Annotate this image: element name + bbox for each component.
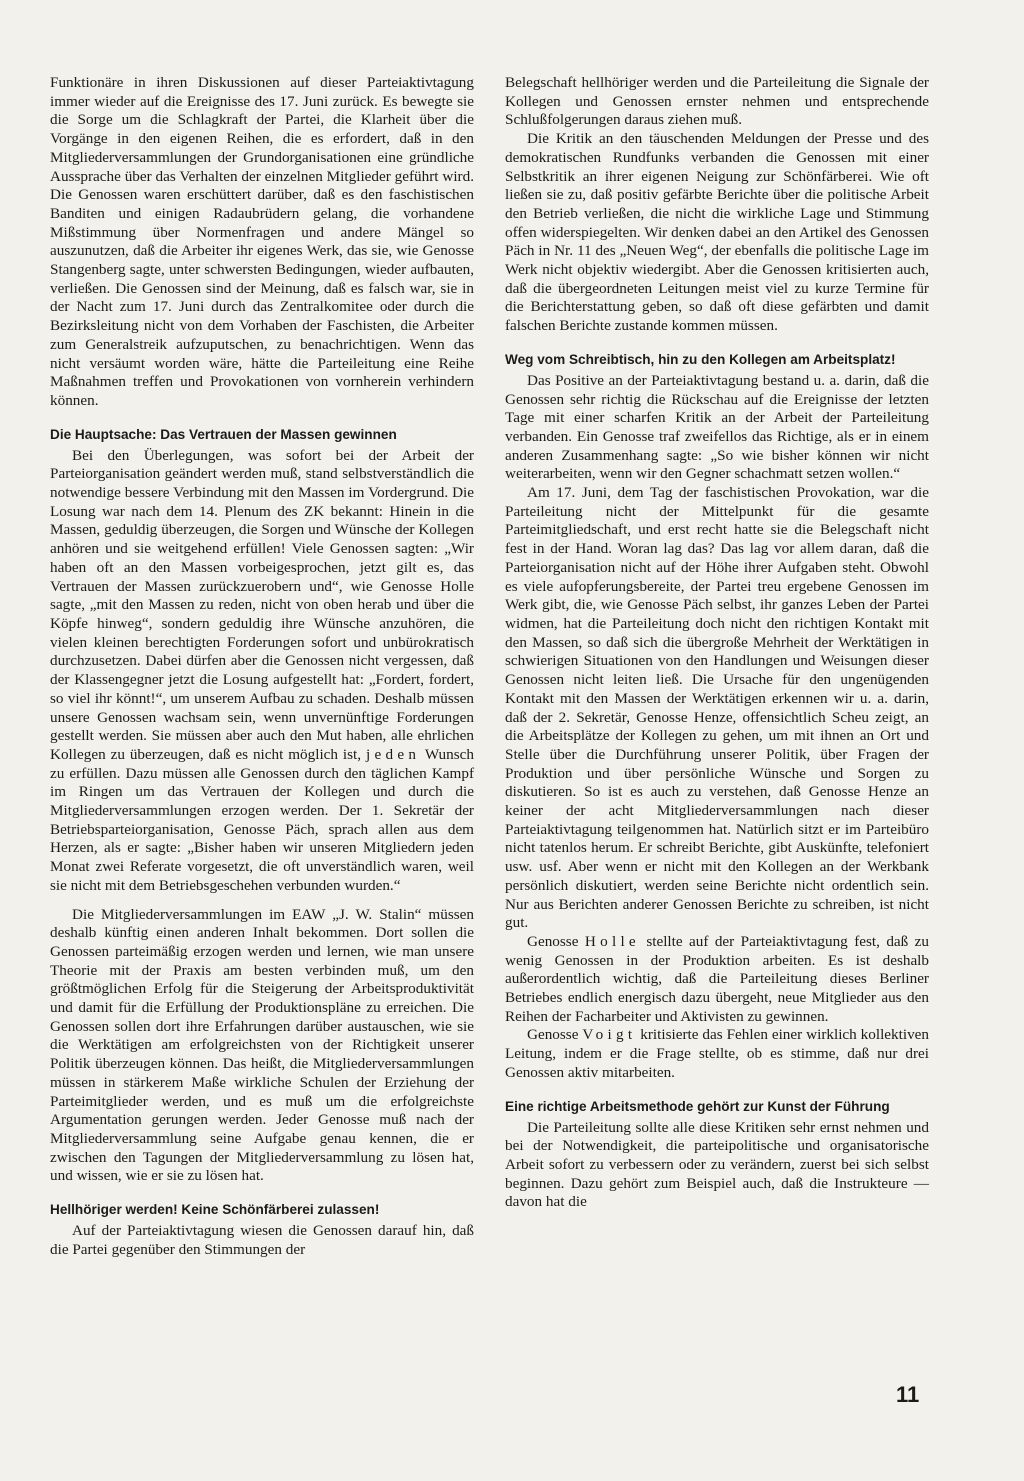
paragraph: Belegschaft hellhöriger werden und die Parteileitung die Signale der Kollegen und Genossen ernster nehmen und entsprechende Schlußfolgerungen daraus ziehen muß. xyxy=(505,74,929,129)
paragraph: Das Positive an der Parteiaktivtagung bestand u. a. darin, daß die Genossen sehr richtig die Rückschau auf die Ereignisse der letzten Tage mit einer scharfen Kritik an der Arbeit der Parteileitung verbanden. Ein Genosse traf zweifellos das Richtige, als er in einem anderen Zusammenhang sagte: „So wie bisher können wir nicht weiterarbeiten, wenn wir den Gegner schachmatt setzen wollen.“ xyxy=(505,371,929,483)
paragraph: Die Kritik an den täuschenden Meldungen der Presse und des demokratischen Rundfunks verbanden die Genossen mit einer Selbstkritik an ihrer eigenen Neigung zur Schönfärberei. Wie oft ließen sie zu, daß positiv gefärbte Berichte über die politische Arbeit den Betrieb verließen, die nicht die wirkliche Lage und Stimmung offen widerspiegelten. Wir denken dabei an den Artikel des Genossen Päch in Nr. 11 des „Neuen Weg“, der ebenfalls die politische Lage im Werk nicht objektiv wiedergibt. Aber die Genossen kritisierten auch, daß die übergeordneten Leitungen meist viel zu kurze Termine für die Berichterstattung geben, so daß oft diese gefärbten und damit falschen Berichte zustande kommen müssen. xyxy=(505,130,929,335)
text-run: kritisierte das Fehlen einer wirklich kollektiven Leitung, indem er die Frage stellte, ob es stimme, daß nur drei Genossen aktiv mitarbeiten. xyxy=(505,1026,930,1081)
text-run: Wunsch zu erfüllen. Dazu müssen alle Genossen durch den täglichen Kampf im Ringen um das Vertrauen der Kollegen und durch die Mitgliederversammlungen erzogen werden. Der 1. Sekretär der Betriebsparteiorganisation, Genosse Päch, sprach allen aus dem Herzen, als er sagte: „Bisher haben wir unseren Mitgliedern jeden Monat zwei Referate vorgesetzt, die oft unverständlich waren, weil sie nicht mit dem Betriebsgeschehen verbunden wurden.“ xyxy=(50,745,474,894)
paragraph xyxy=(50,447,474,896)
text-run: stellte auf der Parteiaktivtagung fest, daß zu wenig Genossen in der Produktion arbeiten. Es ist deshalb außerordentlich wichtig, daß die Parteileitung dieses Berliner Betriebes endlich energisch dazu übergeht, neue Mitglieder aus den Reihen der Facharbeiter und Aktivisten zu gewinnen. xyxy=(505,932,930,1025)
section-heading: Hellhöriger werden! Keine Schönfärberei zulassen! xyxy=(50,1202,380,1218)
paragraph: Die Parteileitung sollte alle diese Kritiken sehr ernst nehmen und bei der Notwendigkeit, die parteipolitische und organisatorische Arbeit sofort zu verbessern oder zu verändern, zuerst bei sich selbst beginnen. Dazu gehört zum Beispiel auch, daß die Instrukteure — davon hat die xyxy=(505,1118,929,1211)
paragraph: Am 17. Juni, dem Tag der faschistischen Provokation, war die Parteileitung nicht der Mittelpunkt für die gesamte Parteimitgliedschaft, und erst recht hatte sie die Belegschaft nicht fest in der Hand. Woran lag das? Das lag vor allem daran, daß die Parteiorganisation nicht auf der Höhe ihrer Aufgaben steht. Obwohl es viele aufopferungsbereite, der Partei treu ergebene Genossen im Werk gibt, die, wie Genosse Päch selbst, ihr ganzes Leben der Partei widmen, hat die Parteileitung doch nicht den richtigen Kontakt mit den Massen, so daß sich die übergroße Mehrheit der Werktätigen in schwierigen Situationen von den Handlungen und Weisungen dieser Genossen nicht leiten ließ. Die Ursache für den ungenügenden Kontakt mit den Massen der Werktätigen erkennen wir u. a. darin, daß der 2. Sekretär, Genosse Henze, offensichtlich Scheu zeigt, an die Arbeitsplätze der Kollegen zu gehen, um mit ihnen an Ort und Stelle über die Durchführung unserer Politik, über Fragen der Produktion und über persönliche Wünsche und Sorgen zu diskutieren. So ist es auch zu verstehen, daß Genosse Henze an keiner der acht Mitgliederversammlungen nach dieser Parteiaktivtagung teilgenommen hat. Natürlich sitzt er im Parteibüro nicht tatenlos herum. Er schreibt Berichte, gibt Auskünfte, telefoniert usw. usf. Aber wenn er nicht mit den Kollegen an der Werkbank persönlich diskutiert, werden seine Berichte nicht ordentlich sein. Nur aus Berichten anderer Genossen Berichte zu schreiben, ist nicht gut. xyxy=(505,484,929,932)
text-run: Bei den Überlegungen, was sofort bei der Arbeit der Parteiorganisation geändert werden muß, stand selbstverständlich die notwendige bessere Verbindung mit den Massen im Vordergrund. Die Losung war nach dem 14. Plenum des ZK bekannt: Hinein in die Massen, geduldig überzeugen, die Sorgen und Wünsche der Kollegen anhören und sie weitgehend erfüllen! Viele Genossen sagten: „Wir haben oft an den Massen vorbeigesprochen, jetzt gilt es, das Vertrauen der Massen zurückzuerobern und“, wie Genosse Holle sagte, „mit den Massen zu reden, nicht von oben herab und über die Köpfe hinweg“, sondern geduldig ihre Wünsche anzuhören, die vielen kleinen berechtigten Forderungen sofort und unbürokratisch durchzusetzen. Dabei dürfen aber die Genossen nicht vergessen, daß der Klassengegner jetzt die Losung aufgestellt hat: „Fordert, fordert, so viel ihr könnt!“, um unserem Aufbau zu schaden. Deshalb müssen unsere Genossen wachsam sein, wenn unvernünftige Forderungen gestellt werden. Sie müssen aber auch den Mut haben, alle ehrlichen Kollegen zu überzeugen, daß es nicht möglich ist, xyxy=(50,446,474,763)
right-column xyxy=(505,74,929,1212)
emphasis-spaced-text: Voigt xyxy=(582,1026,637,1044)
paragraph: Auf der Parteiaktivtagung wiesen die Genossen darauf hin, daß die Partei gegenüber den Stimmungen der xyxy=(50,1222,474,1258)
paragraph xyxy=(505,933,929,1027)
left-column xyxy=(50,74,474,1259)
section-heading: Die Hauptsache: Das Vertrauen der Massen gewinnen xyxy=(50,426,397,442)
paragraph xyxy=(505,1026,929,1082)
paragraph: Funktionäre in ihren Diskussionen auf dieser Parteiaktivtagung immer wieder auf die Ereignisse des 17. Juni zurück. Es bewegte sie die Sorge um die Schlagkraft der Partei, die Klarheit über die Vorgänge in den eigenen Reihen, die es erfordert, daß in den Mitgliederversammlungen der Grundorganisationen eine gründliche Aussprache über das Verhalten der einzelnen Mitglieder geführt wird. Die Genossen waren erschüttert darüber, daß es den faschistischen Banditen und einigen Radaubrüdern gelang, die vorhandene Mißstimmung über Normenfragen und andere Mängel so auszunutzen, daß die Arbeiter ihr eigenes Werk, das sie, wie Genosse Stangenberg sagte, unter schwersten Bedingungen, wieder aufbauten, verließen. Die Genossen sind der Meinung, daß es falsch war, sie in der Nacht zum 17. Juni durch das Zentralkomitee oder durch die Bezirksleitung nicht von dem Vorhaben der Faschisten, die Arbeiter zum Generalstreik aufzuputschen, zu benachrichtigen. Wenn das nicht versäumt worden wäre, hätte die Parteileitung eine Reihe Maßnahmen treffen und Provokationen von vornherein verhindern können. xyxy=(50,74,474,409)
emphasis-spaced-text: Holle xyxy=(584,932,640,950)
paragraph: Die Mitgliederversammlungen im EAW „J. W. Stalin“ müssen deshalb künftig einen anderen Inhalt bekommen. Dort sollen die Genossen parteimäßig erzogen werden und lernen, wie man unsere Theorie mit der Praxis am besten verbinden muß, um den größtmöglichen Erfolg für die Steigerung der Arbeitsproduktivität und damit für die Erfüllung der Produktionspläne zu erreichen. Die Genossen sollen dort ihre Erfahrungen darüber austauschen, wie sie die Werktätigen am erfolgreichsten von der Richtigkeit unserer Politik überzeugen können. Das heißt, die Mitgliederversammlungen müssen in stärkerem Maße wirkliche Schulen der Erziehung der Parteimitglieder werden, und es muß um die erfolgreichste Argumentation gerungen werden. Jeder Genosse muß nach der Mitgliederversammlung seine Aufgabe genau kennen, die er zwischen den Tagungen der Mitgliederversammlung zu lösen hat, und wissen, wie er sie zu lösen hat. xyxy=(50,905,474,1185)
section-heading: Weg vom Schreibtisch, hin zu den Kollegen am Arbeitsplatz! xyxy=(505,351,896,367)
text-run: Genosse xyxy=(527,932,579,950)
page-number: 11 xyxy=(896,1382,920,1407)
section-heading: Eine richtige Arbeitsmethode gehört zur Kunst der Führung xyxy=(505,1098,890,1114)
text-run: Genosse xyxy=(527,1026,579,1044)
emphasis-spaced-text: jeden xyxy=(366,745,421,763)
